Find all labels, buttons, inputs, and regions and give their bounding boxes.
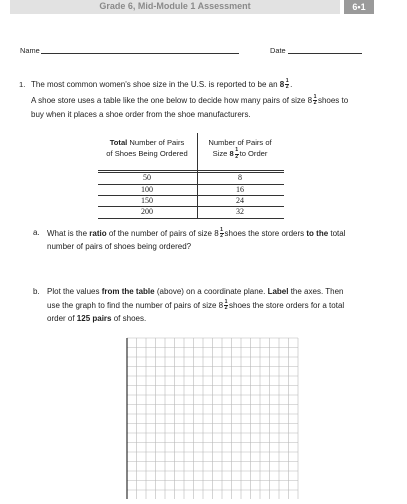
part-a-line-2: number of pairs of shoes being ordered? (47, 242, 192, 251)
part-a-label: a. (33, 228, 40, 237)
part-b-line-3: order of 125 pairs of shoes. (47, 314, 147, 323)
table-cell: 24 (236, 196, 244, 205)
header-title: Grade 6, Mid-Module 1 Assessment (99, 1, 251, 11)
question-line-1: The most common women's shoe size in the U.S. is reported to be an 8 $\frac{1}{2}$ . (31, 78, 293, 91)
date-label: Date (270, 46, 286, 55)
table-cell: 100 (141, 185, 153, 194)
name-field-line[interactable] (41, 53, 239, 54)
fraction-half: $\frac{1}{2}$ (313, 94, 317, 107)
blank-coordinate-grid[interactable] (125, 337, 307, 504)
page-header (10, 0, 400, 14)
fraction-half: $\frac{1}{2}$ (285, 78, 289, 91)
part-b-label: b. (33, 287, 40, 296)
table-cell: 16 (236, 185, 244, 194)
table-header-rule (98, 170, 284, 171)
part-b-line-2: use the graph to find the number of pairs of size 8 $\frac{1}{2}$ shoes the store orders for a total (47, 299, 345, 312)
table-cell: 200 (141, 207, 153, 216)
question-line-2: A shoe store uses a table like the one below to decide how many pairs of size 8 $\frac{1}{2}$ shoes to (31, 94, 349, 107)
fraction-half: $\frac{1}{2}$ (235, 147, 239, 160)
table-bottom-rule (98, 218, 284, 219)
table-cell: 50 (143, 173, 151, 182)
table-cell: 150 (141, 196, 153, 205)
part-b-line-1: Plot the values from the table (above) on a coordinate plane. Label the axes. Then (47, 287, 344, 296)
graph-paper[interactable] (125, 337, 307, 499)
grade-badge: 6•1 (344, 0, 374, 14)
name-label: Name (20, 46, 40, 55)
table-header-size-pairs: Number of Pairs of Size 8 $\frac{1}{2}$ to Order (208, 138, 272, 160)
table-cell: 32 (236, 207, 244, 216)
question-number: 1. (19, 80, 26, 89)
fraction-half: $\frac{1}{2}$ (224, 299, 228, 312)
table-header-total-pairs: Total Number of Pairs of Shoes Being Ordered (106, 138, 188, 158)
question-line-3: buy when it places a shoe order from the shoe manufacturers. (31, 110, 251, 119)
shoe-size-value: 8 (279, 80, 285, 90)
fraction-half: $\frac{1}{2}$ (220, 227, 224, 240)
date-field-line[interactable] (288, 53, 362, 54)
part-a-line-1: What is the ratio of the number of pairs of size 8 $\frac{1}{2}$ shoes the store orders to the total (47, 227, 346, 240)
table-cell: 8 (238, 173, 242, 182)
